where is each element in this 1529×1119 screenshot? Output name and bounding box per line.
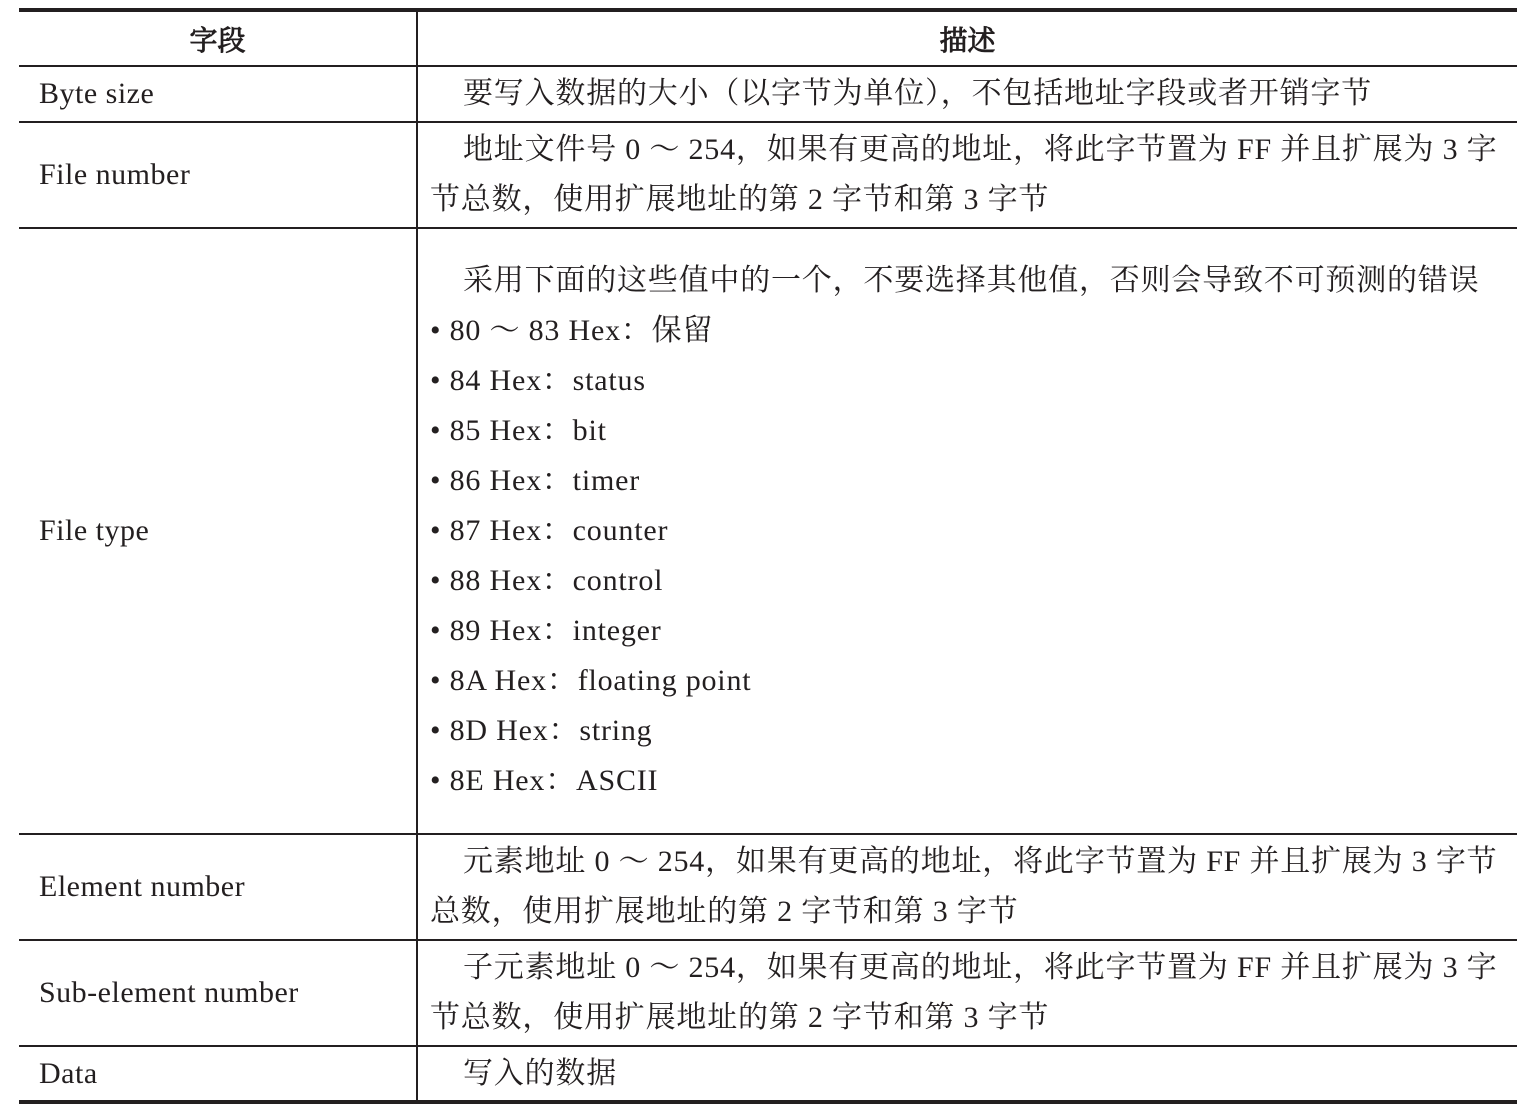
file-type-item: • 89 Hex：integer	[430, 614, 662, 647]
field-name: Sub-element number	[19, 940, 417, 1046]
field-name: Byte size	[19, 66, 417, 122]
file-type-item: • 8D Hex：string	[430, 714, 653, 747]
header-field: 字段	[19, 10, 417, 66]
field-description: 写入的数据	[463, 1056, 617, 1090]
field-description: 地址文件号 0 ～ 254，如果有更高的地址，将此字节置为 FF 并且扩展为 3 字节总数，使用扩展地址的第 2 字节和第 3 字节	[430, 133, 1498, 216]
field-description: 子元素地址 0 ～ 254，如果有更高的地址，将此字节置为 FF 并且扩展为 3 字节总数，使用扩展地址的第 2 字节和第 3 字节	[430, 951, 1498, 1034]
table-header-row	[19, 10, 1517, 66]
file-type-item: • 86 Hex：timer	[430, 464, 640, 497]
table-row	[19, 66, 1517, 122]
field-description-table	[19, 8, 1517, 1104]
field-name: Data	[19, 1046, 417, 1102]
field-name: File number	[19, 122, 417, 228]
file-type-item: • 88 Hex：control	[430, 564, 664, 597]
file-type-item: • 8A Hex：floating point	[430, 664, 752, 697]
field-name: Element number	[19, 834, 417, 940]
table-row	[19, 834, 1517, 940]
file-type-item: • 80 ～ 83 Hex：保留	[430, 314, 714, 347]
table-row	[19, 1046, 1517, 1102]
file-type-item: • 8E Hex：ASCII	[430, 764, 659, 797]
header-description: 描述	[417, 10, 1517, 66]
file-type-item: • 87 Hex：counter	[430, 514, 669, 547]
table-row	[19, 940, 1517, 1046]
field-description: 元素地址 0 ～ 254，如果有更高的地址，将此字节置为 FF 并且扩展为 3 字节总数，使用扩展地址的第 2 字节和第 3 字节	[430, 845, 1498, 928]
file-type-item: • 84 Hex：status	[430, 364, 646, 397]
field-description: 采用下面的这些值中的一个，不要选择其他值，否则会导致不可预测的错误	[463, 264, 1480, 297]
field-description: 要写入数据的大小（以字节为单位），不包括地址字段或者开销字节	[463, 77, 1372, 110]
file-type-item: • 85 Hex：bit	[430, 414, 607, 447]
field-name: File type	[19, 228, 417, 834]
table-row	[19, 228, 1517, 834]
table-row	[19, 122, 1517, 228]
